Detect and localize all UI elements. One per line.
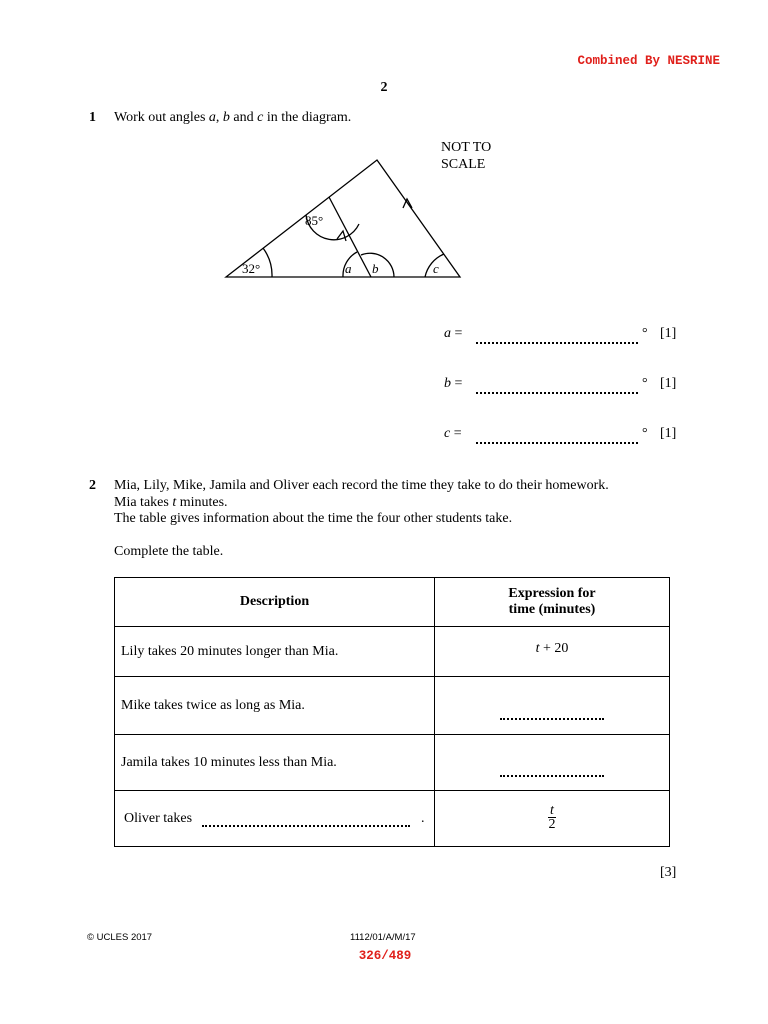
answer-var-b: b bbox=[444, 376, 451, 391]
table-row bbox=[115, 627, 670, 677]
degree-sign: ° bbox=[642, 326, 648, 341]
triangle-diagram bbox=[0, 0, 768, 330]
fraction-denominator: 2 bbox=[548, 817, 556, 832]
row-oliver-expression bbox=[435, 791, 670, 847]
header-expression bbox=[435, 578, 670, 627]
expression-table bbox=[114, 577, 670, 847]
angle-label-c: c bbox=[433, 261, 439, 276]
row-jamila-description: Jamila takes 10 minutes less than Mia. bbox=[115, 735, 435, 791]
degree-sign: ° bbox=[642, 426, 648, 441]
table-row bbox=[115, 735, 670, 791]
angle-label-32: 32° bbox=[242, 261, 261, 276]
answer-var-c: c bbox=[444, 426, 451, 441]
lily-expr-rest: + 20 bbox=[539, 641, 569, 656]
answer-eq: = bbox=[451, 376, 463, 391]
angle-label-b: b bbox=[372, 261, 379, 276]
row-lily-expression bbox=[435, 627, 670, 677]
note-line-1: NOT TO bbox=[441, 140, 492, 155]
header-expr-line-1: Expression for bbox=[508, 586, 596, 601]
triangle-outline bbox=[226, 160, 460, 277]
answer-blank-b[interactable] bbox=[476, 378, 638, 394]
marks-a: [1] bbox=[660, 326, 677, 341]
q2-line-3: The table gives information about the time the four other students take. bbox=[114, 511, 513, 526]
degree-sign: ° bbox=[642, 376, 648, 391]
marks-c: [1] bbox=[660, 426, 677, 441]
angle-label-85: 85° bbox=[305, 213, 324, 228]
fraction-numerator: t bbox=[550, 803, 554, 818]
table-row bbox=[115, 791, 670, 847]
header-description: Description bbox=[115, 578, 435, 627]
oliver-suffix: . bbox=[421, 810, 425, 826]
question-1-number: 1 bbox=[89, 110, 96, 125]
answer-var-a: a bbox=[444, 326, 451, 341]
row-mike-expression bbox=[435, 677, 670, 735]
answer-row-a bbox=[444, 326, 462, 342]
answer-eq: = bbox=[450, 426, 462, 441]
q2-line-1: Mia, Lily, Mike, Jamila and Oliver each record the time they take to do their homework. bbox=[114, 478, 609, 493]
note-line-2: SCALE bbox=[441, 157, 486, 172]
footer-copyright: © UCLES 2017 bbox=[87, 932, 153, 943]
mike-expression-blank[interactable] bbox=[500, 702, 604, 720]
q1-text-suffix: in the diagram. bbox=[263, 110, 352, 125]
angle-label-a: a bbox=[345, 261, 352, 276]
marks-q2: [3] bbox=[660, 865, 677, 880]
q1-text-prefix: Work out angles bbox=[114, 110, 209, 125]
question-2-text bbox=[114, 478, 609, 528]
answer-blank-c[interactable] bbox=[476, 428, 638, 444]
table-header-row bbox=[115, 578, 670, 627]
q1-sep2: and bbox=[229, 110, 258, 125]
footer-page-counter: 326/489 bbox=[358, 949, 412, 963]
angle-arc-32 bbox=[263, 248, 272, 277]
footer-paper-code: 1112/01/A/M/17 bbox=[350, 932, 416, 943]
q2-line2-prefix: Mia takes bbox=[114, 494, 173, 510]
q1-var-b: b bbox=[222, 110, 230, 125]
q1-var-c: c bbox=[257, 110, 264, 125]
answer-blank-a[interactable] bbox=[476, 328, 638, 344]
q2-line2-suffix: minutes. bbox=[176, 494, 228, 510]
q1-sep1: , bbox=[215, 110, 223, 125]
header-credit: Combined By NESRINE bbox=[577, 54, 720, 68]
row-lily-description: Lily takes 20 minutes longer than Mia. bbox=[115, 627, 435, 677]
jamila-expression-blank[interactable] bbox=[500, 759, 604, 777]
row-mike-description: Mike takes twice as long as Mia. bbox=[115, 677, 435, 735]
answer-row-b bbox=[444, 376, 462, 392]
header-expr-line-2: time (minutes) bbox=[508, 602, 596, 617]
fraction-t-over-2 bbox=[548, 804, 556, 831]
page-number: 2 bbox=[380, 80, 388, 95]
row-jamila-expression bbox=[435, 735, 670, 791]
answer-eq: = bbox=[451, 326, 463, 341]
marks-b: [1] bbox=[660, 376, 677, 391]
q2-line-2 bbox=[114, 495, 609, 512]
answer-row-c bbox=[444, 426, 462, 442]
row-oliver-description bbox=[115, 791, 435, 847]
oliver-description-blank[interactable] bbox=[202, 811, 410, 827]
q1-var-a: a bbox=[208, 110, 216, 125]
q2-instruction: Complete the table. bbox=[114, 544, 224, 559]
lily-expr-var: t bbox=[535, 641, 540, 656]
question-2-number: 2 bbox=[89, 478, 96, 493]
table-row bbox=[115, 677, 670, 735]
q2-var-t: t bbox=[172, 494, 177, 510]
oliver-prefix: Oliver takes bbox=[124, 810, 193, 826]
